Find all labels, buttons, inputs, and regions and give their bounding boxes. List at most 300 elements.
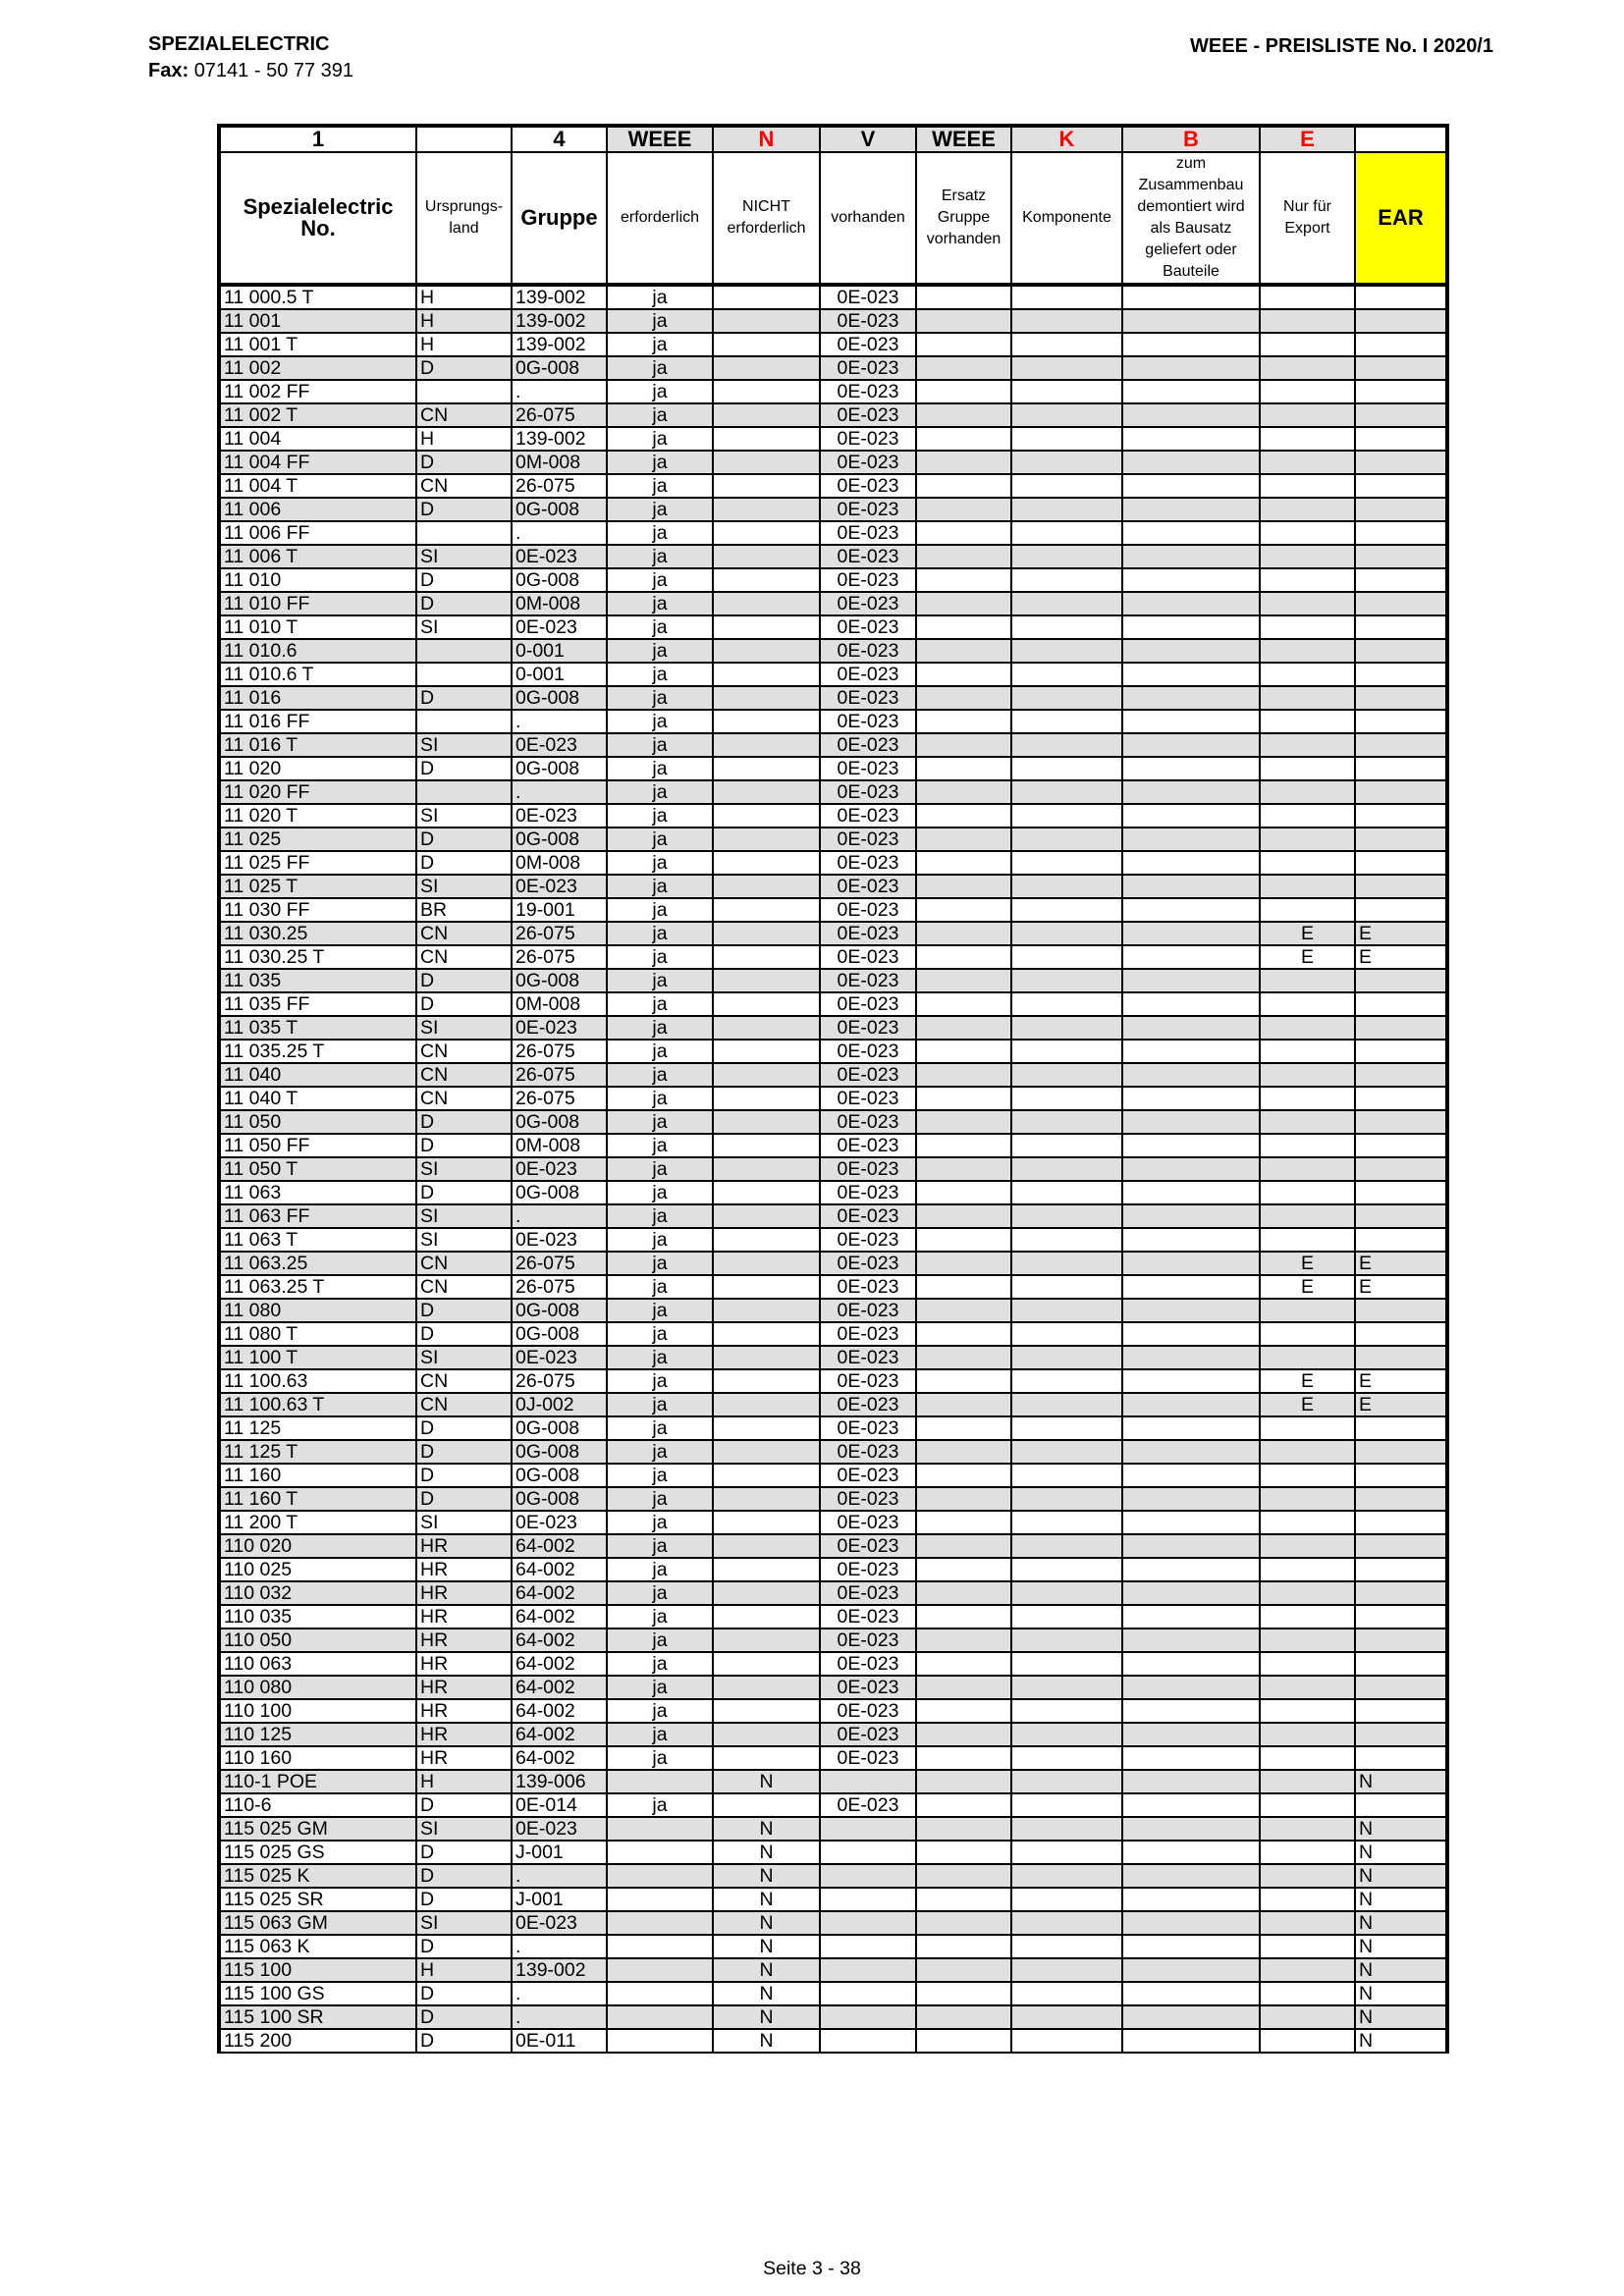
cell-assembly [1122, 1322, 1260, 1346]
table-row [219, 1416, 1447, 1440]
cell-present: 0E-023 [820, 992, 916, 1016]
cell-group: 0G-008 [512, 1487, 607, 1511]
cell-not-required [713, 1605, 820, 1629]
cell-number: 11 040 [219, 1063, 416, 1087]
cell-component [1011, 1888, 1122, 1911]
table-row [219, 828, 1447, 851]
cell-ear: N [1355, 1935, 1447, 1958]
table-row [219, 1252, 1447, 1275]
cell-export [1260, 1723, 1355, 1746]
cell-group: 64-002 [512, 1746, 607, 1770]
cell-ear [1355, 804, 1447, 828]
table-row [219, 1817, 1447, 1841]
cell-number: 11 035 T [219, 1016, 416, 1040]
cell-ear [1355, 521, 1447, 545]
cell-assembly [1122, 568, 1260, 592]
cell-component [1011, 1605, 1122, 1629]
cell-export [1260, 1935, 1355, 1958]
table-row [219, 1958, 1447, 1982]
cell-present: 0E-023 [820, 1016, 916, 1040]
cell-replacement [916, 804, 1011, 828]
cell-not-required [713, 1464, 820, 1487]
table-row [219, 1793, 1447, 1817]
cell-number: 110 025 [219, 1558, 416, 1581]
cell-export [1260, 545, 1355, 568]
cell-export [1260, 992, 1355, 1016]
cell-ear [1355, 875, 1447, 898]
cell-not-required [713, 1393, 820, 1416]
cell-present [820, 1888, 916, 1911]
cell-origin: D [416, 1416, 512, 1440]
cell-export [1260, 969, 1355, 992]
cell-not-required: N [713, 1770, 820, 1793]
cell-group: 64-002 [512, 1558, 607, 1581]
cell-component [1011, 1016, 1122, 1040]
cell-group: 26-075 [512, 945, 607, 969]
cell-not-required [713, 1181, 820, 1204]
cell-assembly [1122, 1252, 1260, 1275]
cell-export [1260, 2029, 1355, 2053]
cell-assembly [1122, 1652, 1260, 1676]
cell-number: 115 100 GS [219, 1982, 416, 2005]
cell-replacement [916, 1416, 1011, 1440]
cell-number: 11 035 [219, 969, 416, 992]
cell-replacement [916, 1016, 1011, 1040]
cell-export [1260, 804, 1355, 828]
cell-origin: D [416, 1134, 512, 1157]
cell-ear [1355, 1181, 1447, 1204]
cell-replacement [916, 427, 1011, 451]
cell-component [1011, 1723, 1122, 1746]
cell-number: 11 004 T [219, 474, 416, 498]
cell-weee-required: ja [607, 1723, 713, 1746]
cell-export [1260, 451, 1355, 474]
table-row [219, 733, 1447, 757]
cell-replacement [916, 1275, 1011, 1299]
cell-weee-required: ja [607, 1746, 713, 1770]
cell-not-required [713, 356, 820, 380]
cell-assembly [1122, 1629, 1260, 1652]
cell-number: 11 030.25 T [219, 945, 416, 969]
cell-number: 11 080 T [219, 1322, 416, 1346]
cell-component [1011, 1982, 1122, 2005]
cell-weee-required [607, 1958, 713, 1982]
cell-component [1011, 285, 1122, 309]
cell-ear [1355, 710, 1447, 733]
cell-not-required: N [713, 1982, 820, 2005]
cell-group: . [512, 380, 607, 403]
cell-group: 0-001 [512, 663, 607, 686]
cell-group: 0G-008 [512, 969, 607, 992]
table-row [219, 1275, 1447, 1299]
cell-ear [1355, 427, 1447, 451]
cell-assembly [1122, 1864, 1260, 1888]
cell-replacement [916, 1322, 1011, 1346]
cell-export [1260, 427, 1355, 451]
cell-origin: D [416, 992, 512, 1016]
cell-weee-required: ja [607, 521, 713, 545]
cell-ear [1355, 686, 1447, 710]
cell-group: 139-002 [512, 1958, 607, 1982]
cell-replacement [916, 1534, 1011, 1558]
cell-ear [1355, 1464, 1447, 1487]
cell-export [1260, 1558, 1355, 1581]
table-row [219, 356, 1447, 380]
table-row [219, 639, 1447, 663]
cell-number: 11 010 [219, 568, 416, 592]
cell-not-required [713, 1228, 820, 1252]
cell-ear [1355, 285, 1447, 309]
cell-present: 0E-023 [820, 1464, 916, 1487]
cell-present: 0E-023 [820, 1252, 916, 1275]
cell-group: 0M-008 [512, 592, 607, 615]
cell-export [1260, 1793, 1355, 1817]
cell-export [1260, 1982, 1355, 2005]
cell-present: 0E-023 [820, 1581, 916, 1605]
cell-not-required [713, 780, 820, 804]
cell-weee-required: ja [607, 875, 713, 898]
cell-origin: CN [416, 1040, 512, 1063]
cell-present [820, 1982, 916, 2005]
cell-not-required [713, 757, 820, 780]
cell-origin: SI [416, 615, 512, 639]
cell-weee-required: ja [607, 403, 713, 427]
cell-weee-required: ja [607, 1087, 713, 1110]
cell-number: 11 001 [219, 309, 416, 333]
cell-replacement [916, 1487, 1011, 1511]
cell-not-required [713, 710, 820, 733]
cell-weee-required: ja [607, 1440, 713, 1464]
cell-weee-required: ja [607, 1016, 713, 1040]
cell-weee-required [607, 1770, 713, 1793]
table-row [219, 2005, 1447, 2029]
cell-ear [1355, 309, 1447, 333]
cell-replacement [916, 1770, 1011, 1793]
cell-replacement [916, 498, 1011, 521]
table-body [219, 285, 1447, 2053]
cell-export [1260, 309, 1355, 333]
cell-weee-required: ja [607, 639, 713, 663]
cell-export [1260, 1581, 1355, 1605]
cell-component [1011, 1204, 1122, 1228]
cell-number: 110-6 [219, 1793, 416, 1817]
cell-assembly [1122, 1841, 1260, 1864]
company-name: SPEZIALELECTRIC [148, 33, 330, 55]
cell-number: 11 080 [219, 1299, 416, 1322]
cell-component [1011, 451, 1122, 474]
cell-present: 0E-023 [820, 828, 916, 851]
cell-origin: D [416, 1982, 512, 2005]
cell-ear [1355, 1440, 1447, 1464]
cell-export [1260, 1346, 1355, 1369]
document-title: WEEE - PREISLISTE No. I 2020/1 [1190, 35, 1493, 57]
cell-present: 0E-023 [820, 1110, 916, 1134]
cell-replacement [916, 1110, 1011, 1134]
cell-present: 0E-023 [820, 1676, 916, 1699]
cell-replacement [916, 1299, 1011, 1322]
cell-number: 11 050 T [219, 1157, 416, 1181]
table-row [219, 945, 1447, 969]
cell-export [1260, 1299, 1355, 1322]
cell-export [1260, 356, 1355, 380]
cell-replacement [916, 1063, 1011, 1087]
cell-group: 0E-023 [512, 545, 607, 568]
cell-ear: E [1355, 922, 1447, 945]
cell-origin: D [416, 592, 512, 615]
cell-component [1011, 2029, 1122, 2053]
cell-assembly [1122, 1605, 1260, 1629]
cell-weee-required: ja [607, 380, 713, 403]
cell-component [1011, 1911, 1122, 1935]
table-row [219, 1699, 1447, 1723]
cell-number: 115 100 SR [219, 2005, 416, 2029]
col-header-export: Nur für Export [1260, 152, 1355, 285]
cell-weee-required: ja [607, 545, 713, 568]
cell-ear [1355, 498, 1447, 521]
cell-export [1260, 663, 1355, 686]
cell-number: 11 125 T [219, 1440, 416, 1464]
cell-component [1011, 498, 1122, 521]
cell-ear [1355, 992, 1447, 1016]
cell-number: 11 006 T [219, 545, 416, 568]
col-header-present: vorhanden [820, 152, 916, 285]
cell-origin: SI [416, 1911, 512, 1935]
cell-replacement [916, 2005, 1011, 2029]
cell-weee-required: ja [607, 1110, 713, 1134]
cell-replacement [916, 1676, 1011, 1699]
table-row [219, 1346, 1447, 1369]
cell-not-required [713, 1322, 820, 1346]
cell-group: 26-075 [512, 1252, 607, 1275]
cell-present: 0E-023 [820, 686, 916, 710]
cell-weee-required: ja [607, 828, 713, 851]
cell-not-required: N [713, 1958, 820, 1982]
cell-group: 0E-023 [512, 1911, 607, 1935]
cell-not-required [713, 545, 820, 568]
cell-present: 0E-023 [820, 1040, 916, 1063]
cell-group: 0G-008 [512, 568, 607, 592]
cell-export [1260, 1322, 1355, 1346]
cell-not-required [713, 1087, 820, 1110]
cell-number: 11 160 T [219, 1487, 416, 1511]
cell-group: 0G-008 [512, 356, 607, 380]
cell-not-required [713, 1440, 820, 1464]
cell-origin: H [416, 427, 512, 451]
page-number: Seite 3 - 38 [763, 2258, 861, 2279]
cell-ear: N [1355, 1911, 1447, 1935]
cell-group: 139-002 [512, 309, 607, 333]
cell-replacement [916, 1888, 1011, 1911]
cell-assembly [1122, 733, 1260, 757]
cell-number: 11 063 FF [219, 1204, 416, 1228]
cell-group: . [512, 2005, 607, 2029]
cell-number: 110 160 [219, 1746, 416, 1770]
table-row [219, 1841, 1447, 1864]
cell-group: 26-075 [512, 922, 607, 945]
cell-number: 11 025 T [219, 875, 416, 898]
cell-present [820, 2029, 916, 2053]
cell-not-required [713, 1511, 820, 1534]
cell-present: 0E-023 [820, 451, 916, 474]
cell-replacement [916, 403, 1011, 427]
cell-origin: CN [416, 1252, 512, 1275]
cell-ear [1355, 1204, 1447, 1228]
cell-assembly [1122, 1087, 1260, 1110]
col-header-not-required: NICHT erforderlich [713, 152, 820, 285]
cell-number: 110 080 [219, 1676, 416, 1699]
cell-number: 11 050 FF [219, 1134, 416, 1157]
cell-group: 64-002 [512, 1676, 607, 1699]
cell-ear [1355, 1652, 1447, 1676]
cell-assembly [1122, 1157, 1260, 1181]
cell-not-required [713, 804, 820, 828]
cell-component [1011, 922, 1122, 945]
cell-present: 0E-023 [820, 1228, 916, 1252]
cell-ear [1355, 1040, 1447, 1063]
table-row [219, 1652, 1447, 1676]
cell-origin: CN [416, 474, 512, 498]
cell-export: E [1260, 1275, 1355, 1299]
cell-origin [416, 639, 512, 663]
cell-component [1011, 1864, 1122, 1888]
table-row [219, 1629, 1447, 1652]
cell-component [1011, 1416, 1122, 1440]
cell-component [1011, 2005, 1122, 2029]
cell-origin: CN [416, 1393, 512, 1416]
cell-not-required [713, 380, 820, 403]
cell-ear [1355, 1558, 1447, 1581]
cell-not-required [713, 1652, 820, 1676]
table-row [219, 1063, 1447, 1087]
cell-present: 0E-023 [820, 1346, 916, 1369]
cell-group: 0G-008 [512, 1440, 607, 1464]
cell-present: 0E-023 [820, 1299, 916, 1322]
cell-assembly [1122, 1581, 1260, 1605]
table-row [219, 1087, 1447, 1110]
cell-not-required [713, 945, 820, 969]
cell-export [1260, 285, 1355, 309]
cell-not-required: N [713, 1817, 820, 1841]
cell-group: 0E-023 [512, 1817, 607, 1841]
cell-assembly [1122, 545, 1260, 568]
cell-number: 11 010 FF [219, 592, 416, 615]
cell-not-required [713, 568, 820, 592]
cell-ear: E [1355, 945, 1447, 969]
cell-number: 110 035 [219, 1605, 416, 1629]
cell-replacement [916, 1511, 1011, 1534]
cell-not-required [713, 1723, 820, 1746]
table-row [219, 2029, 1447, 2053]
cell-assembly [1122, 380, 1260, 403]
cell-not-required [713, 1369, 820, 1393]
cell-weee-required: ja [607, 1416, 713, 1440]
cell-component [1011, 1369, 1122, 1393]
cell-not-required [713, 663, 820, 686]
cell-group: 0E-023 [512, 1157, 607, 1181]
table-row [219, 1605, 1447, 1629]
cell-not-required: N [713, 1841, 820, 1864]
cell-weee-required: ja [607, 1322, 713, 1346]
cell-not-required: N [713, 1864, 820, 1888]
cell-component [1011, 309, 1122, 333]
cell-assembly [1122, 1440, 1260, 1464]
cell-replacement [916, 380, 1011, 403]
cell-replacement [916, 521, 1011, 545]
cell-export [1260, 1416, 1355, 1440]
cell-ear [1355, 545, 1447, 568]
cell-not-required [713, 1040, 820, 1063]
table-row [219, 1770, 1447, 1793]
cell-group: 64-002 [512, 1605, 607, 1629]
cell-weee-required: ja [607, 1487, 713, 1511]
cell-export [1260, 333, 1355, 356]
cell-origin: SI [416, 804, 512, 828]
table-row [219, 1204, 1447, 1228]
cell-group: 0E-023 [512, 1511, 607, 1534]
cell-assembly [1122, 427, 1260, 451]
cell-ear [1355, 1581, 1447, 1605]
cell-number: 11 010.6 [219, 639, 416, 663]
cell-assembly [1122, 1770, 1260, 1793]
cell-number: 115 025 SR [219, 1888, 416, 1911]
table-row [219, 1299, 1447, 1322]
cell-not-required [713, 1629, 820, 1652]
table-row [219, 1440, 1447, 1464]
cell-export [1260, 1817, 1355, 1841]
cell-assembly [1122, 521, 1260, 545]
cell-origin [416, 663, 512, 686]
cell-weee-required: ja [607, 568, 713, 592]
cell-component [1011, 1228, 1122, 1252]
table-row [219, 1558, 1447, 1581]
cell-component [1011, 427, 1122, 451]
cell-assembly [1122, 1817, 1260, 1841]
table-row [219, 1534, 1447, 1558]
col-header-assembly: zum Zusammenbau demontiert wird als Bausatz geliefert oder Bauteile [1122, 152, 1260, 285]
cell-origin: HR [416, 1746, 512, 1770]
cell-weee-required: ja [607, 1275, 713, 1299]
cell-origin: SI [416, 1817, 512, 1841]
cell-present: 0E-023 [820, 545, 916, 568]
cell-number: 115 100 [219, 1958, 416, 1982]
cell-number: 11 125 [219, 1416, 416, 1440]
cell-ear: N [1355, 1864, 1447, 1888]
table-row [219, 710, 1447, 733]
cell-not-required [713, 1204, 820, 1228]
cell-not-required [713, 403, 820, 427]
cell-ear [1355, 733, 1447, 757]
cell-ear [1355, 1016, 1447, 1040]
cell-assembly [1122, 804, 1260, 828]
col-header-number: Spezialelectric No. [219, 152, 416, 285]
cell-export [1260, 1181, 1355, 1204]
cell-export [1260, 1652, 1355, 1676]
cell-not-required [713, 285, 820, 309]
table-row [219, 1464, 1447, 1487]
cell-number: 11 040 T [219, 1087, 416, 1110]
table-row [219, 568, 1447, 592]
cell-origin [416, 380, 512, 403]
cell-origin: HR [416, 1699, 512, 1723]
cell-group: 64-002 [512, 1581, 607, 1605]
cell-present: 0E-023 [820, 592, 916, 615]
cell-replacement [916, 1746, 1011, 1770]
table-row [219, 1181, 1447, 1204]
cell-assembly [1122, 451, 1260, 474]
cell-present: 0E-023 [820, 875, 916, 898]
cell-origin: H [416, 285, 512, 309]
cell-component [1011, 1440, 1122, 1464]
